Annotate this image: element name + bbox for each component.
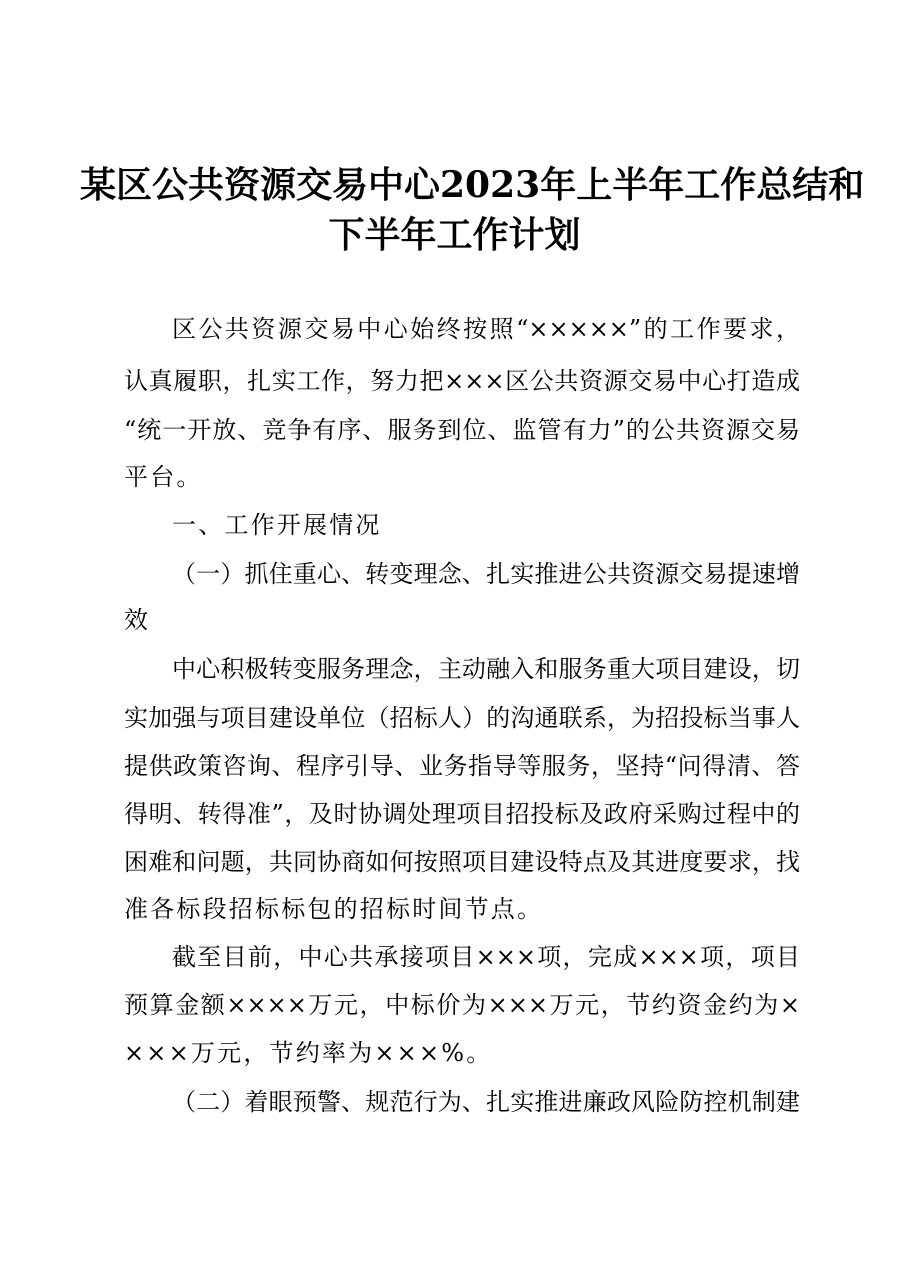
paragraph-2-line-2: 预算金额××××万元，中标价为×××万元，节约资金约为× bbox=[124, 991, 800, 1019]
intro-line-4: 平台。 bbox=[124, 463, 203, 491]
intro-line-2: 认真履职，扎实工作，努力把×××区公共资源交易中心打造成 bbox=[124, 367, 800, 395]
document-title-line-1: 某区公共资源交易中心2023年上半年工作总结和 bbox=[80, 164, 865, 206]
intro-line-3: “统一开放、竞争有序、服务到位、监管有力”的公共资源交易 bbox=[124, 416, 800, 444]
paragraph-1-line-4: 得明、转得准”，及时协调处理项目招投标及政府采购过程中的 bbox=[124, 800, 800, 828]
paragraph-1-line-1: 中心积极转变服务理念，主动融入和服务重大项目建设，切 bbox=[172, 655, 800, 683]
subsection-heading-2-line-1: （二）着眼预警、规范行为、扎实推进廉政风险防控机制建 bbox=[172, 1088, 800, 1116]
document-title-line-2: 下半年工作计划 bbox=[328, 214, 581, 256]
paragraph-2-line-3: ×××万元，节约率为×××%。 bbox=[124, 1039, 493, 1067]
intro-line-1: 区公共资源交易中心始终按照“×××××”的工作要求， bbox=[172, 315, 800, 343]
paragraph-1-line-5: 困难和问题，共同协商如何按照项目建设特点及其进度要求，找 bbox=[124, 848, 800, 876]
subsection-heading-1-line-2: 效 bbox=[124, 606, 151, 634]
paragraph-2-line-1: 截至目前，中心共承接项目×××项，完成×××项，项目 bbox=[172, 943, 800, 971]
subsection-heading-1-line-1: （一）抓住重心、转变理念、扎实推进公共资源交易提速增 bbox=[172, 560, 800, 588]
paragraph-1-line-2: 实加强与项目建设单位（招标人）的沟通联系，为招投标当事人 bbox=[124, 704, 800, 732]
paragraph-1-line-6: 准各标段招标标包的招标时间节点。 bbox=[124, 895, 544, 923]
section-heading: 一、工作开展情况 bbox=[172, 511, 382, 539]
paragraph-1-line-3: 提供政策咨询、程序引导、业务指导等服务，坚持“问得清、答 bbox=[124, 752, 800, 780]
